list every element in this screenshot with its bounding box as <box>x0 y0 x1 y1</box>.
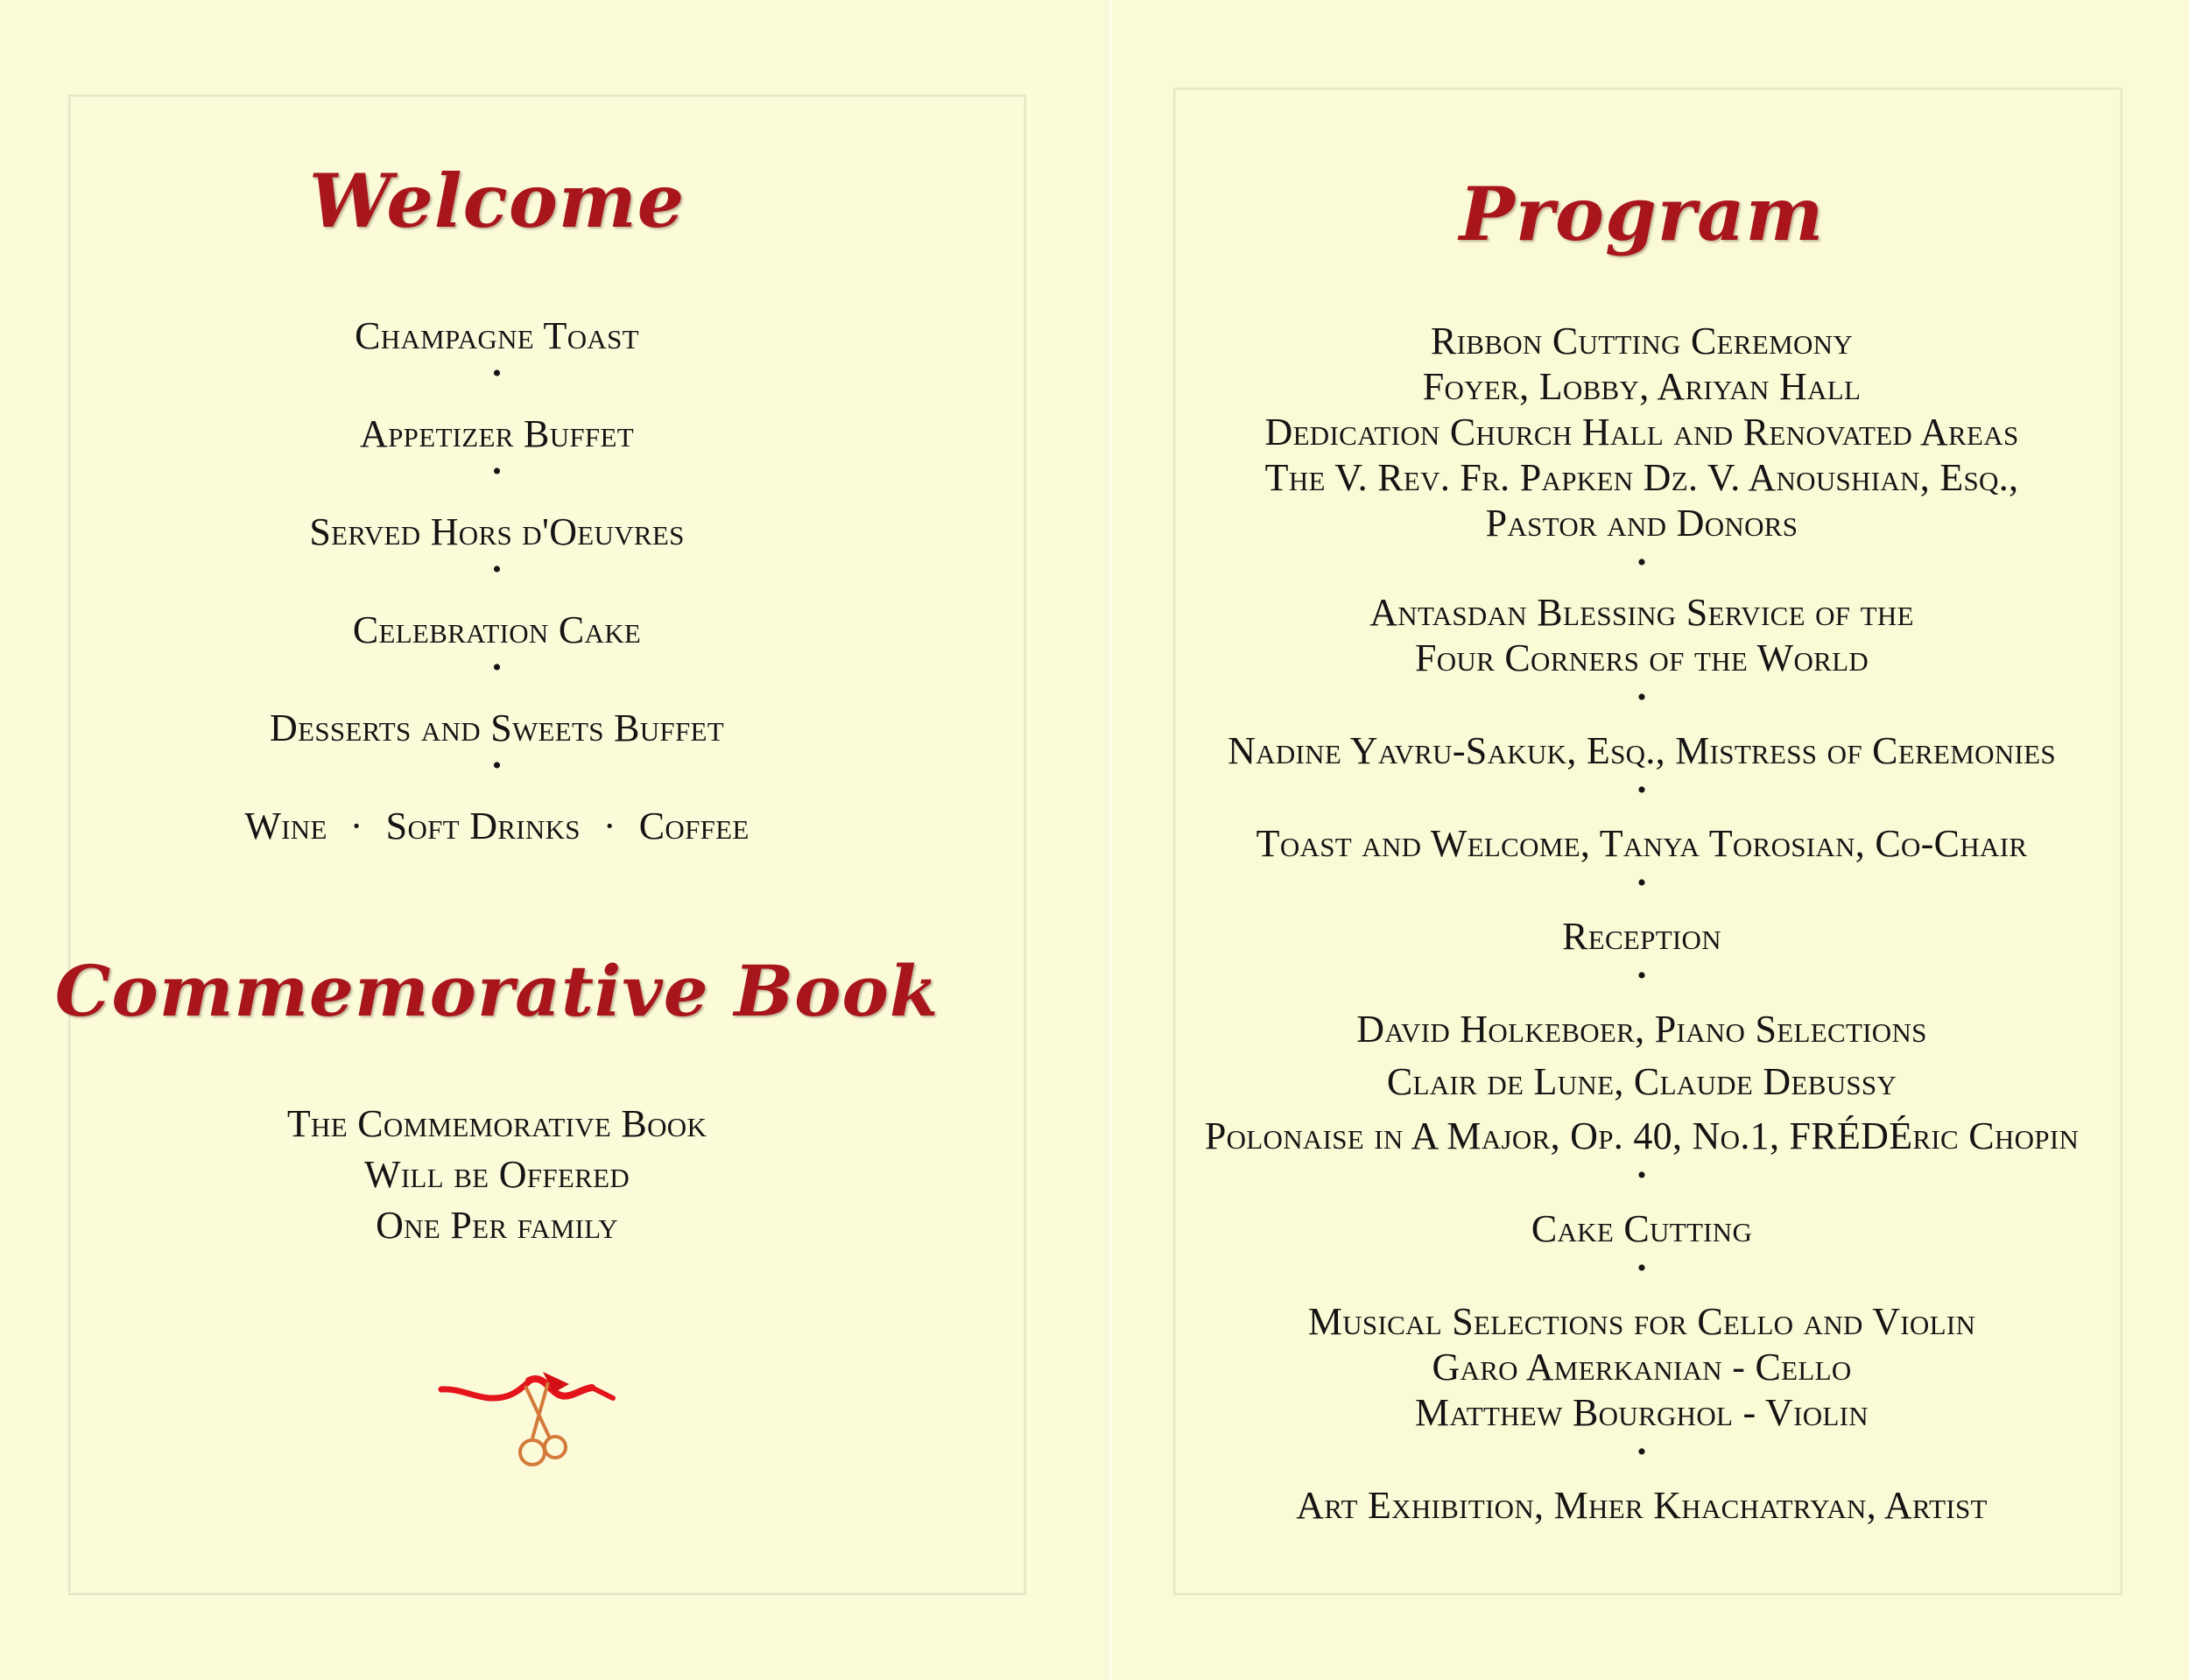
program-line: Toast and Welcome, Tanya Torosian, Co-Chair <box>1256 822 2028 865</box>
program-title: Program <box>1459 171 1825 257</box>
program-line: Foyer, Lobby, Ariyan Hall <box>1422 365 1862 408</box>
menu-separator: • <box>492 751 502 780</box>
program-line: Four Corners of the World <box>1414 636 1869 679</box>
scissors-ribbon-icon <box>438 1370 622 1488</box>
program-separator: • <box>1636 868 1647 897</box>
menu-separator: • <box>492 359 502 388</box>
book-line: The Commemorative Book <box>286 1102 707 1145</box>
program-line: Nadine Yavru-Sakuk, Esq., Mistress of Ceremonies <box>1228 729 2056 772</box>
program-separator: • <box>1636 548 1647 577</box>
program-line: Reception <box>1562 915 1721 958</box>
program-line: David Holkeboer, Piano Selections <box>1356 1008 1927 1051</box>
drink-item: Soft Drinks <box>385 805 581 847</box>
program-line: Polonaise in A Major, Op. 40, No.1, FRÉDÉric Chopin <box>1204 1114 2080 1157</box>
program-list <box>1094 322 2189 1532</box>
welcome-menu-list <box>0 314 1112 847</box>
program-line: Art Exhibition, Mher Khachatryan, Artist <box>1296 1484 1988 1527</box>
program-separator: • <box>1636 683 1647 712</box>
program-item <box>1094 1300 2189 1439</box>
program-item <box>1094 917 2189 963</box>
menu-separator: • <box>492 653 502 682</box>
menu-item: Served Hors d'Oeuvres <box>309 510 685 553</box>
program-line: Matthew Bourghol - Violin <box>1415 1391 1869 1434</box>
program-line: The V. Rev. Fr. Papken Dz. V. Anoushian, Esq., <box>1264 456 2019 499</box>
program-separator: • <box>1636 1161 1647 1190</box>
program-separator: • <box>1636 961 1647 990</box>
commemorative-book-title: Commemorative Book <box>54 950 940 1032</box>
menu-separator: • <box>492 457 502 486</box>
menu-item: Champagne Toast <box>355 314 639 357</box>
drinks-line <box>0 807 1112 846</box>
program-line: Dedication Church Hall and Renovated Areas <box>1264 411 2019 453</box>
menu-item: Appetizer Buffet <box>360 412 634 455</box>
book-line: Will be Offered <box>363 1153 630 1196</box>
program-item <box>1094 591 2189 685</box>
program-line: Garo Amerkanian - Cello <box>1432 1346 1852 1388</box>
menu-separator: • <box>492 555 502 584</box>
menu-item: Desserts and Sweets Buffet <box>270 706 724 749</box>
program-separator: • <box>1636 1254 1647 1283</box>
program-item <box>1094 1207 2189 1255</box>
program-line: Antasdan Blessing Service of the <box>1369 591 1914 634</box>
right-page <box>1112 0 2189 1680</box>
program-item <box>1094 1484 2189 1532</box>
program-line: Ribbon Cutting Ceremony <box>1430 320 1854 362</box>
drink-separator: · <box>349 805 363 847</box>
book-description <box>0 1102 1112 1257</box>
program-item <box>1094 729 2189 777</box>
program-line: Clair de Lune, Claude Debussy <box>1386 1060 1897 1103</box>
program-line: Musical Selections for Cello and Violin <box>1307 1300 1976 1343</box>
drink-item: Coffee <box>638 805 750 847</box>
program-line: Pastor and Donors <box>1485 502 1798 545</box>
program-item <box>1094 822 2189 870</box>
drink-separator: · <box>602 805 616 847</box>
drink-item: Wine <box>244 805 327 847</box>
welcome-title: Welcome <box>308 158 686 244</box>
program-item <box>1094 1010 2189 1163</box>
program-separator: • <box>1636 1437 1647 1466</box>
program-separator: • <box>1636 776 1647 805</box>
menu-item: Celebration Cake <box>352 608 642 651</box>
program-line: Cake Cutting <box>1531 1207 1753 1250</box>
book-line: One Per family <box>376 1204 618 1247</box>
program-item <box>1094 322 2189 550</box>
